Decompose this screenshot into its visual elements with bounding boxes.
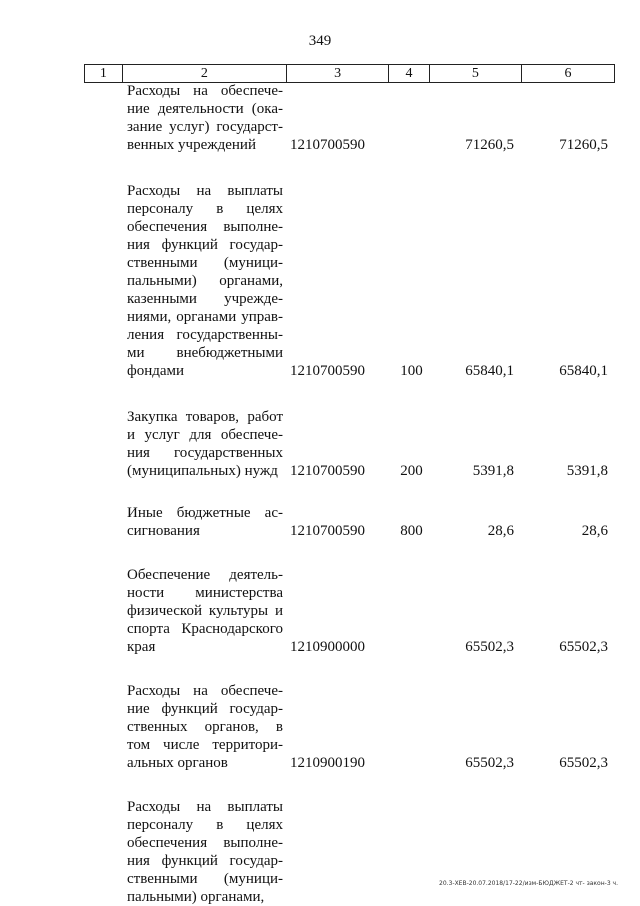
- description-line: зание услуг) государст-: [127, 119, 283, 135]
- header-col-2: 2: [123, 65, 287, 82]
- header-col-3: 3: [287, 65, 389, 82]
- description-line: ственными (муници-: [127, 871, 283, 887]
- row-description: [127, 798, 283, 906]
- description-line: Расходы на обеспече-: [127, 683, 283, 699]
- description-line: физической культуры и: [127, 603, 283, 619]
- description-line: и услуг для обеспече-: [127, 427, 283, 443]
- description-line: персоналу в целях: [127, 201, 283, 217]
- row-description: [127, 82, 283, 154]
- page-number: 349: [308, 33, 332, 49]
- description-line: альных органов: [127, 755, 228, 771]
- description-line: ния государственных: [127, 445, 283, 461]
- row-code: 1210700590: [290, 463, 365, 479]
- row-description: [127, 408, 283, 480]
- row-expense-type: 800: [400, 523, 423, 539]
- row-value-col5: 5391,8: [472, 463, 514, 479]
- row-value-col5: 65840,1: [465, 363, 514, 379]
- row-value-col6: 65502,3: [559, 639, 608, 655]
- description-line: ния функций государ-: [127, 237, 283, 253]
- row-code: 1210900000: [290, 639, 365, 655]
- description-line: сигнования: [127, 523, 200, 539]
- table-row: [0, 182, 640, 380]
- description-line: ния функций государ-: [127, 853, 283, 869]
- description-line: пальными) органами,: [127, 273, 283, 289]
- description-line: края: [127, 639, 156, 655]
- row-value-col5: 65502,3: [465, 755, 514, 771]
- row-description: [127, 182, 283, 380]
- row-value-col6: 28,6: [581, 523, 608, 539]
- table-row: [0, 82, 640, 154]
- row-description: [127, 566, 283, 656]
- header-col-1: 1: [85, 65, 123, 82]
- table-row: [0, 504, 640, 540]
- row-expense-type: 200: [400, 463, 423, 479]
- row-value-col6: 5391,8: [566, 463, 608, 479]
- description-line: Расходы на выплаты: [127, 799, 283, 815]
- description-line: спорта Краснодарского: [127, 621, 283, 637]
- description-line: Расходы на выплаты: [127, 183, 283, 199]
- row-code: 1210700590: [290, 137, 365, 153]
- description-line: ние функций государ-: [127, 701, 283, 717]
- table-row: [0, 408, 640, 480]
- row-value-col5: 28,6: [487, 523, 514, 539]
- description-line: Закупка товаров, работ: [127, 409, 283, 425]
- row-value-col6: 65840,1: [559, 363, 608, 379]
- row-description: [127, 682, 283, 772]
- header-col-6: 6: [564, 66, 572, 81]
- description-line: (муниципальных) нужд: [127, 463, 278, 479]
- header-col-5: 5: [430, 65, 522, 82]
- description-line: ственных органов, в: [127, 719, 283, 735]
- description-line: ления государственны-: [127, 327, 283, 343]
- description-line: пальными) органами,: [127, 889, 265, 905]
- description-line: ми внебюджетными: [127, 345, 283, 361]
- table-row: [0, 566, 640, 656]
- description-line: казенными учрежде-: [127, 291, 283, 307]
- description-line: Обеспечение деятель-: [127, 567, 283, 583]
- footer-note: 20.3-ХЕВ-20.07.2018/17-22/изм-БЮДЖЕТ-2 чт- закон-3 ч.: [439, 880, 618, 887]
- header-col-4: 4: [389, 65, 430, 82]
- row-code: 1210700590: [290, 523, 365, 539]
- row-expense-type: 100: [400, 363, 423, 379]
- row-value-col6: 65502,3: [559, 755, 608, 771]
- row-value-col5: 65502,3: [465, 639, 514, 655]
- description-line: том числе территори-: [127, 737, 283, 753]
- table-row: [0, 798, 640, 906]
- description-line: персоналу в целях: [127, 817, 283, 833]
- table-row: [0, 682, 640, 772]
- row-value-col5: 71260,5: [465, 137, 514, 153]
- description-line: Иные бюджетные ас-: [127, 505, 283, 521]
- description-line: ственными (муници-: [127, 255, 283, 271]
- row-code: 1210700590: [290, 363, 365, 379]
- description-line: ниями, органами управ-: [127, 309, 283, 325]
- description-line: обеспечения выполне-: [127, 835, 283, 851]
- row-description: [127, 504, 283, 540]
- table-header: [84, 64, 615, 83]
- description-line: ности министерства: [127, 585, 283, 601]
- description-line: венных учреждений: [127, 137, 256, 153]
- description-line: фондами: [127, 363, 185, 379]
- description-line: ние деятельности (ока-: [127, 101, 283, 117]
- row-value-col6: 71260,5: [559, 137, 608, 153]
- description-line: обеспечения выполне-: [127, 219, 283, 235]
- row-code: 1210900190: [290, 755, 365, 771]
- description-line: Расходы на обеспече-: [127, 83, 283, 99]
